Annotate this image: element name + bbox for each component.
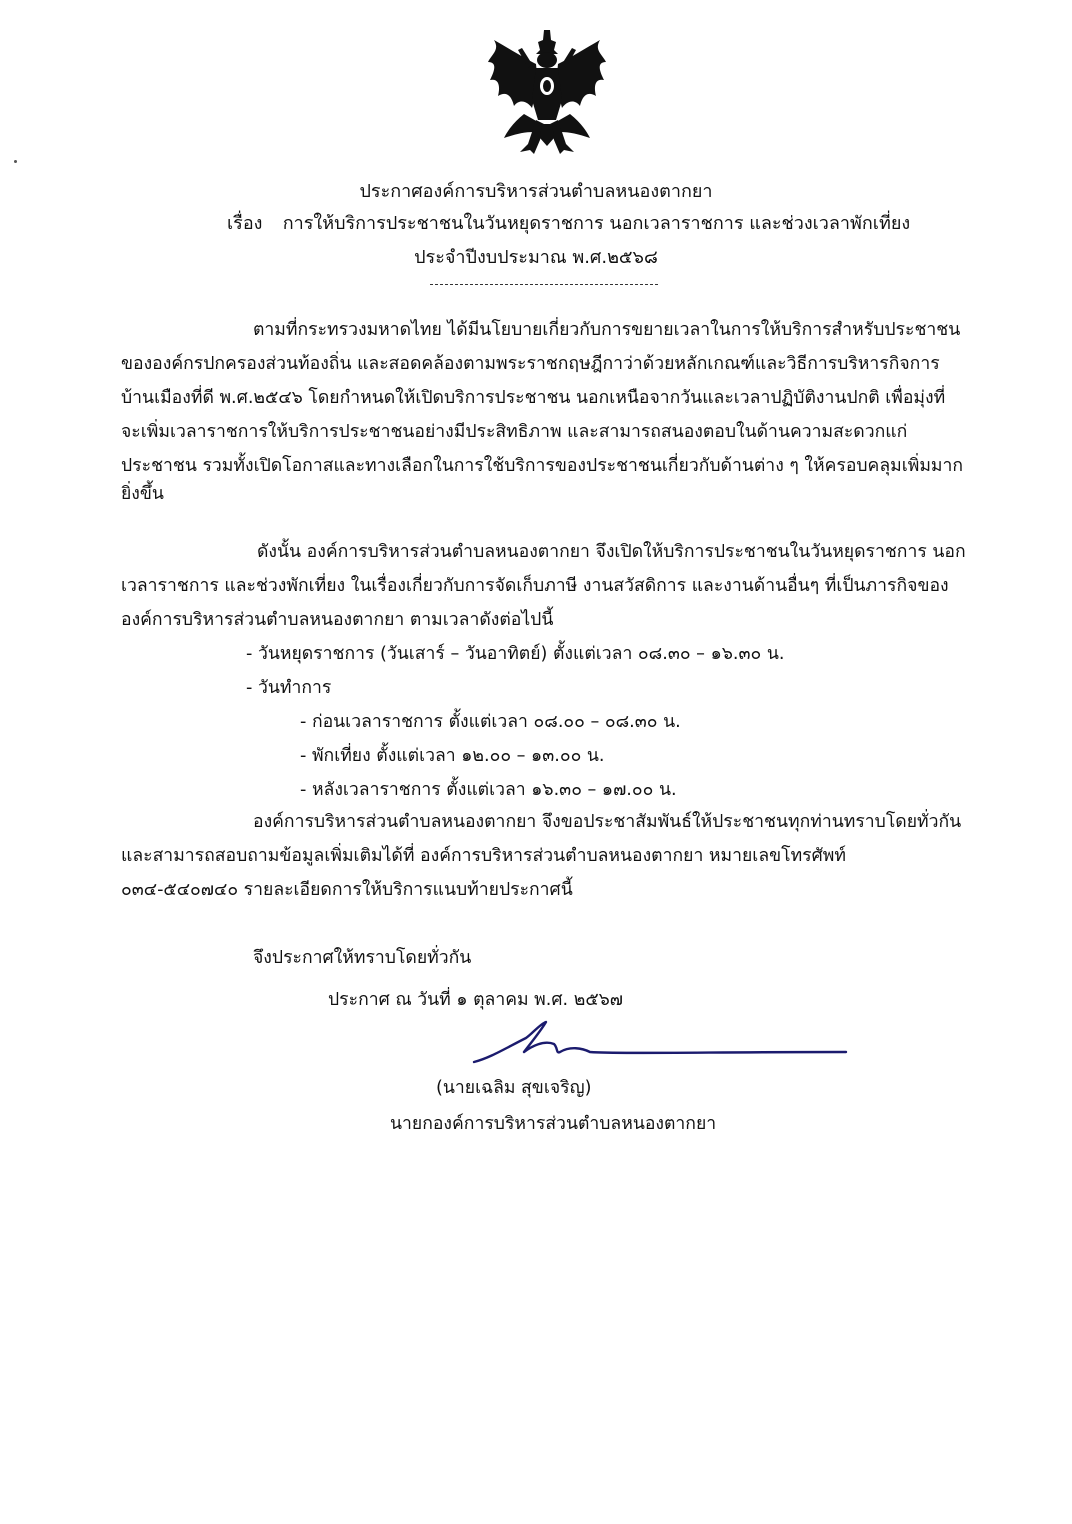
schedule-workday-label: - วันทำการ — [246, 678, 332, 698]
paragraph1-line: ยิ่งขึ้น — [121, 484, 164, 504]
paragraph2-line: เวลาราชการ และช่วงพักเที่ยง ในเรื่องเกี่ยวกับการจัดเก็บภาษี งานสวัสดิการ และงานด้านอื่นๆ ที่เป็นภารกิจของ — [121, 576, 949, 596]
schedule-before-hours: - ก่อนเวลาราชการ ตั้งแต่เวลา ๐๘.๐๐ – ๐๘.๓๐ น. — [300, 712, 681, 732]
subject-label: เรื่อง — [227, 213, 263, 234]
dashed-divider — [430, 284, 658, 285]
announcement-date: ประกาศ ณ วันที่ ๑ ตุลาคม พ.ศ. ๒๕๖๗ — [328, 990, 624, 1010]
paragraph3-line: องค์การบริหารส่วนตำบลหนองตากยา จึงขอประชาสัมพันธ์ให้ประชาชนทุกท่านทราบโดยทั่วกัน — [253, 812, 962, 832]
paragraph2-line: องค์การบริหารส่วนตำบลหนองตากยา ตามเวลาดังต่อไปนี้ — [121, 610, 554, 630]
paragraph3-line: ๐๓๔-๕๔๐๗๔๐ รายละเอียดการให้บริการแนบท้ายประกาศนี้ — [121, 880, 573, 900]
closing-statement: จึงประกาศให้ทราบโดยทั่วกัน — [253, 948, 472, 968]
paragraph2-line: ดังนั้น องค์การบริหารส่วนตำบลหนองตากยา จึงเปิดให้บริการประชาชนในวันหยุดราชการ นอก — [257, 542, 966, 562]
schedule-after-hours: - หลังเวลาราชการ ตั้งแต่เวลา ๑๖.๓๐ – ๑๗.๐๐ น. — [300, 780, 677, 800]
signatory-name: (นายเฉลิม สุขเจริญ) — [436, 1078, 592, 1098]
schedule-holiday: - วันหยุดราชการ (วันเสาร์ – วันอาทิตย์) ตั้งแต่เวลา ๐๘.๓๐ – ๑๖.๓๐ น. — [246, 644, 785, 664]
signatory-position: นายกองค์การบริหารส่วนตำบลหนองตากยา — [390, 1114, 717, 1134]
garuda-emblem-icon — [484, 28, 610, 160]
scan-speck — [14, 160, 17, 163]
paragraph1-line: ประชาชน รวมทั้งเปิดโอกาสและทางเลือกในการใช้บริการของประชาชนเกี่ยวกับด้านต่าง ๆ ให้ครอบคลุมเพิ่มมาก — [121, 456, 964, 476]
paragraph3-line: และสามารถสอบถามข้อมูลเพิ่มเติมได้ที่ องค์การบริหารส่วนตำบลหนองตากยา หมายเลขโทรศัพท์ — [121, 846, 846, 866]
announcement-title: ประกาศองค์การบริหารส่วนตำบลหนองตากยา — [359, 181, 713, 202]
subject-text: การให้บริการประชาชนในวันหยุดราชการ นอกเวลาราชการ และช่วงเวลาพักเที่ยง — [282, 213, 911, 234]
paragraph1-line: ขององค์กรปกครองส่วนท้องถิ่น และสอดคล้องตามพระราชกฤษฎีกาว่าด้วยหลักเกณฑ์และวิธีการบริหารกิจการ — [121, 354, 940, 374]
fiscal-year: ประจำปีงบประมาณ พ.ศ.๒๕๖๘ — [414, 247, 658, 268]
subject-line — [227, 208, 910, 237]
paragraph1-line: ตามที่กระทรวงมหาดไทย ได้มีนโยบายเกี่ยวกับการขยายเวลาในการให้บริการสำหรับประชาชน — [253, 320, 961, 340]
schedule-lunch: - พักเที่ยง ตั้งแต่เวลา ๑๒.๐๐ – ๑๓.๐๐ น. — [300, 746, 605, 766]
paragraph1-line: จะเพิ่มเวลาราชการให้บริการประชาชนอย่างมีประสิทธิภาพ และสามารถสนองตอบในด้านความสะดวกแก่ — [121, 422, 908, 442]
handwritten-signature — [470, 1018, 850, 1070]
paragraph1-line: บ้านเมืองที่ดี พ.ศ.๒๕๔๖ โดยกำหนดให้เปิดบริการประชาชน นอกเหนือจากวันและเวลาปฏิบัติงานปกติ เพื่อมุ่งที่ — [121, 388, 946, 408]
